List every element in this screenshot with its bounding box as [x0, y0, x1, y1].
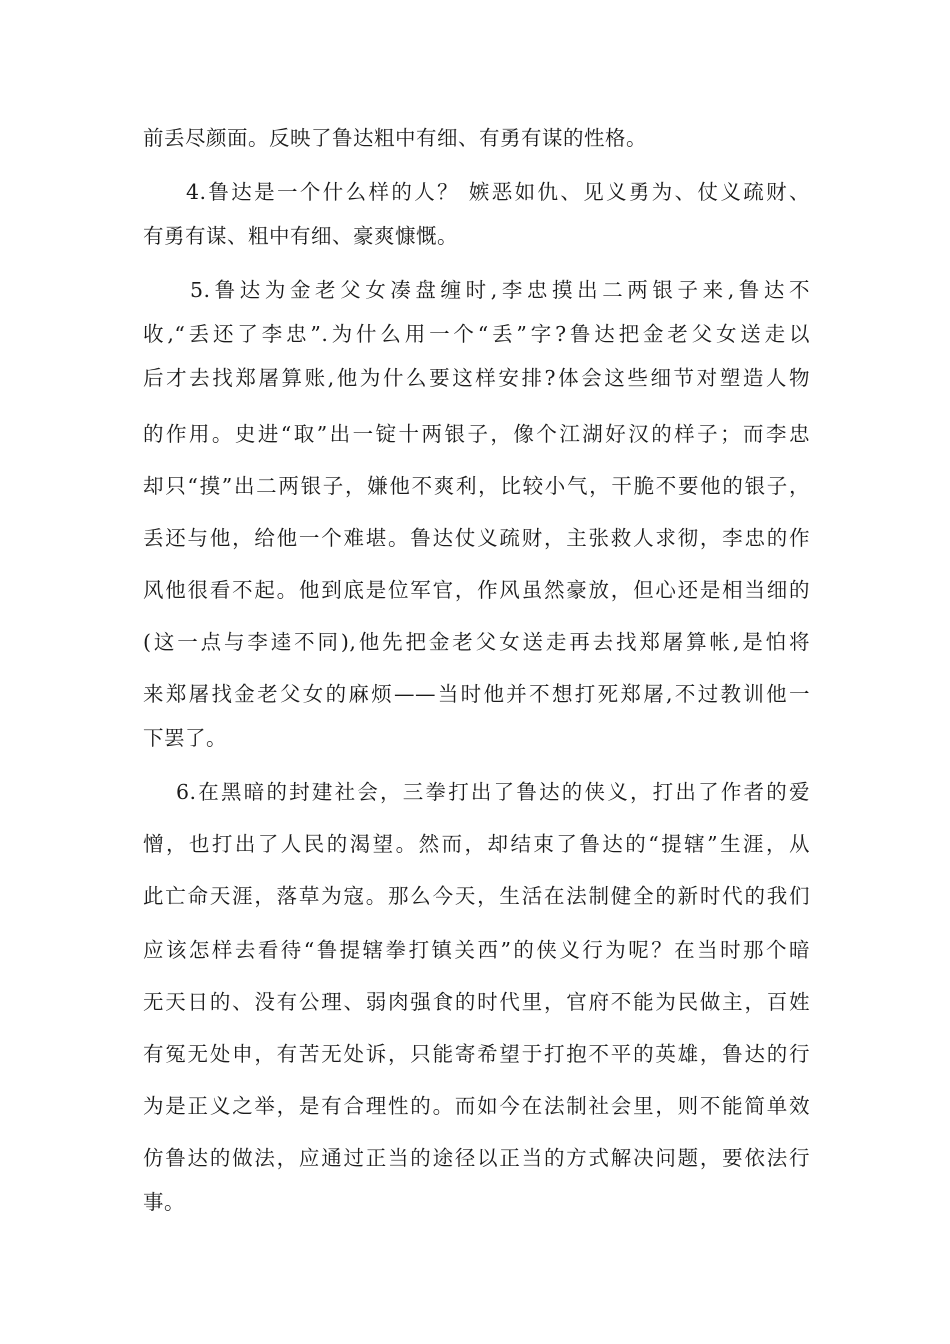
text-line: 5.鲁达为金老父女凑盘缠时,李忠摸出二两银子来,鲁达不 — [190, 278, 810, 302]
text-line: 风他很看不起。他到底是位军官，作风虽然豪放，但心还是相当细的 — [143, 578, 810, 602]
text-line: 应该怎样去看待“鲁提辖拳打镇关西”的侠义行为呢？在当时那个暗 — [143, 938, 810, 962]
text-line: 下罢了。 — [143, 726, 227, 750]
text-line: (这一点与李逵不同),他先把金老父女送走再去找郑屠算帐,是怕将 — [143, 630, 810, 654]
text-line: 前丢尽颜面。反映了鲁达粗中有细、有勇有谋的性格。 — [143, 126, 647, 150]
text-line: 4.鲁达是一个什么样的人？ 嫉恶如仇、见义勇为、仗义疏财、 — [186, 180, 810, 204]
text-line: 却只“摸”出二两银子，嫌他不爽利，比较小气，干脆不要他的银子， — [143, 474, 810, 498]
text-line: 为是正义之举，是有合理性的。而如今在法制社会里，则不能简单效 — [143, 1094, 810, 1118]
text-line: 丢还与他，给他一个难堪。鲁达仗义疏财，主张救人求彻，李忠的作 — [143, 526, 810, 550]
text-line: 无天日的、没有公理、弱肉强食的时代里，官府不能为民做主，百姓 — [143, 990, 810, 1014]
text-line: 憎，也打出了人民的渴望。然而，却结束了鲁达的“提辖”生涯，从 — [143, 832, 810, 856]
text-line: 6.在黑暗的封建社会，三拳打出了鲁达的侠义，打出了作者的爱 — [176, 780, 810, 804]
text-line: 仿鲁达的做法，应通过正当的途径以正当的方式解决问题，要依法行 — [143, 1146, 810, 1170]
text-line: 后才去找郑屠算账,他为什么要这样安排?体会这些细节对塑造人物 — [143, 366, 810, 390]
text-line: 来郑屠找金老父女的麻烦——当时他并不想打死郑屠,不过教训他一 — [143, 682, 810, 706]
text-line: 此亡命天涯，落草为寇。那么今天，生活在法制健全的新时代的我们 — [143, 884, 810, 908]
text-line: 的作用。史进“取”出一锭十两银子，像个江湖好汉的样子；而李忠 — [143, 422, 810, 446]
text-line: 有冤无处申，有苦无处诉，只能寄希望于打抱不平的英雄，鲁达的行 — [143, 1042, 810, 1066]
text-line: 有勇有谋、粗中有细、豪爽慷慨。 — [143, 224, 458, 248]
text-line: 事。 — [143, 1190, 185, 1214]
text-line: 收,“丢还了李忠”.为什么用一个“丢”字?鲁达把金老父女送走以 — [143, 322, 810, 346]
